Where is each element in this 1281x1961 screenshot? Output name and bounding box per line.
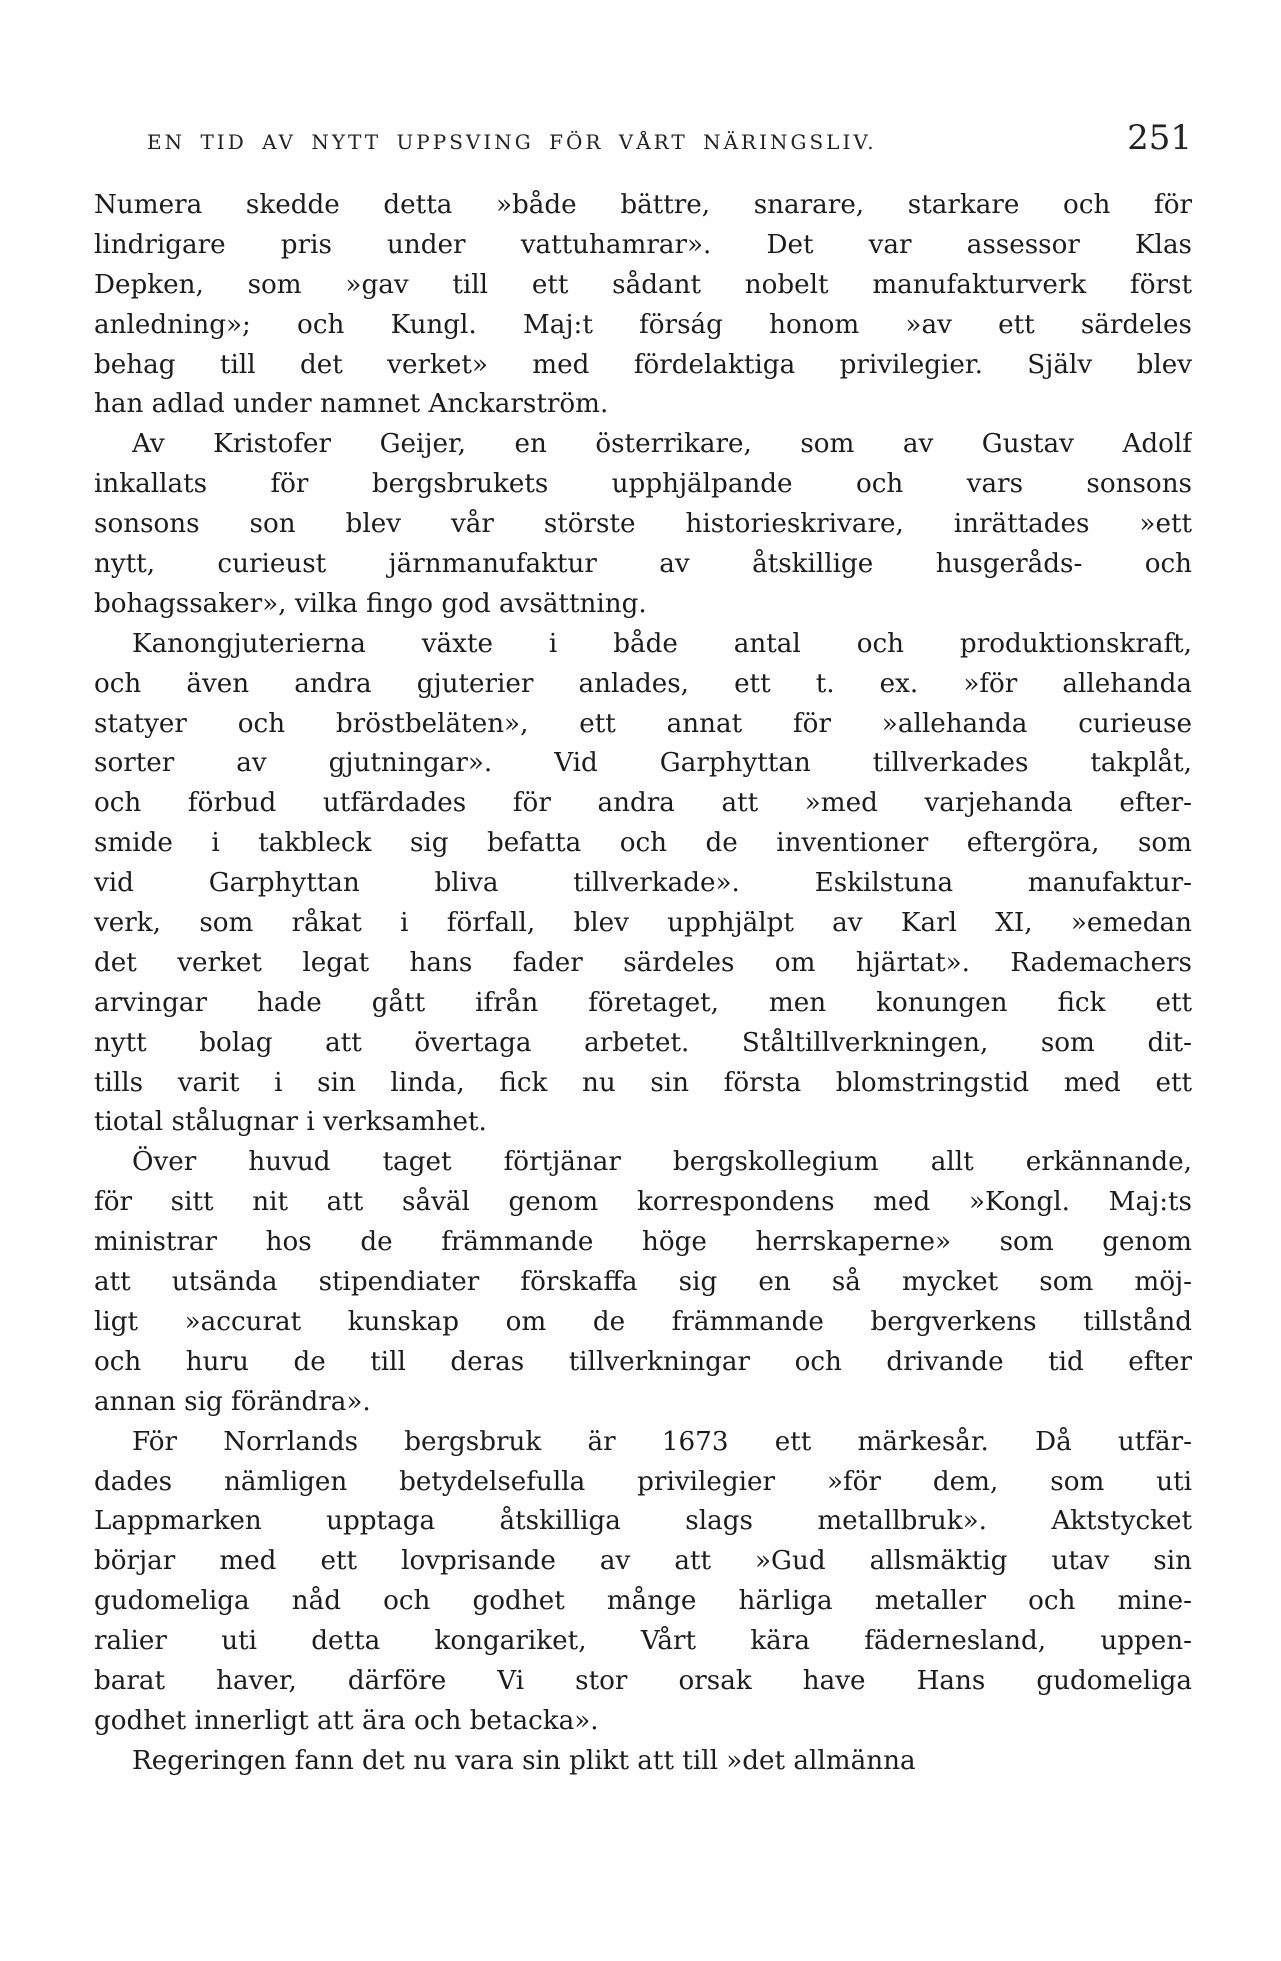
text-line: Över huvud taget förtjänar bergskollegium allt erkännande, xyxy=(132,1147,1192,1178)
text-line: arvingar hade gått ifrån företaget, men konungen fick ett xyxy=(94,987,1192,1018)
text-line: för sitt nit att såväl genom korrespondens med »Kongl. Maj:ts xyxy=(94,1187,1192,1218)
text-line: nytt, curieust järnmanufaktur av åtskillige husgeråds- och xyxy=(94,549,1192,580)
text-line: Kanongjuterierna växte i både antal och produktionskraft, xyxy=(132,628,1192,659)
body-text xyxy=(94,186,1192,1782)
text-line: det verket legat hans fader särdeles om hjärtat». Rademachers xyxy=(94,947,1192,978)
text-line: börjar med ett lovprisande av att »Gud allsmäktig utav sin xyxy=(94,1546,1192,1577)
text-line: nytt bolag att övertaga arbetet. Ståltillverkningen, som dit- xyxy=(94,1027,1192,1058)
text-line: barat haver, därföre Vi stor orsak have Hans gudomeliga xyxy=(94,1665,1192,1696)
page-number: 251 xyxy=(1127,118,1192,158)
text-line: behag till det verket» med fördelaktiga privilegier. Själv blev xyxy=(94,349,1192,380)
text-line: och förbud utfärdades för andra att »med varjehanda efter- xyxy=(94,788,1192,819)
text-line: smide i takbleck sig befatta och de inventioner eftergöra, som xyxy=(94,828,1192,859)
text-line: att utsända stipendiater förskaffa sig en så mycket som möj- xyxy=(94,1267,1192,1298)
text-line: inkallats för bergsbrukets upphjälpande och vars sonsons xyxy=(94,469,1192,500)
text-line: och även andra gjuterier anlades, ett t. ex. »för allehanda xyxy=(94,668,1192,699)
text-line: tills varit i sin linda, fick nu sin första blomstringstid med ett xyxy=(94,1067,1192,1098)
running-head xyxy=(147,118,1192,158)
text-line: ministrar hos de främmande höge herrskaperne» som genom xyxy=(94,1227,1192,1258)
text-line: verk, som råkat i förfall, blev upphjälpt av Karl XI, »emedan xyxy=(94,908,1192,939)
text-line: Regeringen fann det nu vara sin plikt att till »det allmänna xyxy=(132,1745,916,1776)
text-line: Lappmarken upptaga åtskilliga slags metallbruk». Aktstycket xyxy=(94,1506,1192,1537)
text-line: dades nämligen betydelsefulla privilegier »för dem, som uti xyxy=(94,1466,1192,1497)
text-line: godhet innerligt att ära och betacka». xyxy=(94,1705,599,1736)
text-line: ralier uti detta kongariket, Vårt kära fädernesland, uppen- xyxy=(94,1626,1192,1657)
text-line: sorter av gjutningar». Vid Garphyttan tillverkades takplåt, xyxy=(94,748,1192,779)
text-line: Depken, som »gav till ett sådant nobelt manufakturverk först xyxy=(94,269,1192,300)
text-line: Numera skedde detta »både bättre, snarare, starkare och för xyxy=(94,190,1192,220)
text-line: ligt »accurat kunskap om de främmande bergverkens tillstånd xyxy=(94,1306,1192,1337)
text-line: bohagssaker», vilka fingo god avsättning. xyxy=(94,588,647,619)
text-line: han adlad under namnet Anckarström. xyxy=(94,389,609,420)
text-line: Av Kristofer Geijer, en österrikare, som av Gustav Adolf xyxy=(132,429,1192,460)
text-line: och huru de till deras tillverkningar och drivande tid efter xyxy=(94,1346,1192,1377)
text-line: statyer och bröstbeläten», ett annat för »allehanda curieuse xyxy=(94,708,1192,739)
text-line: anledning»; och Kungl. Maj:t förság honom »av ett särdeles xyxy=(94,309,1192,340)
text-line: lindrigare pris under vattuhamrar». Det var assessor Klas xyxy=(94,229,1192,260)
text-line: tiotal stålugnar i verksamhet. xyxy=(94,1107,487,1138)
running-title: EN TID AV NYTT UPPSVING FÖR VÅRT NÄRINGSLIV. xyxy=(147,130,877,154)
text-line: vid Garphyttan bliva tillverkade». Eskilstuna manufaktur- xyxy=(94,868,1192,899)
text-line: gudomeliga nåd och godhet månge härliga metaller och mine- xyxy=(94,1586,1192,1617)
text-line: sonsons son blev vår störste historieskrivare, inrättades »ett xyxy=(94,509,1192,540)
text-line: annan sig förändra». xyxy=(94,1386,371,1417)
text-line: För Norrlands bergsbruk är 1673 ett märkesår. Då utfär- xyxy=(132,1426,1192,1457)
